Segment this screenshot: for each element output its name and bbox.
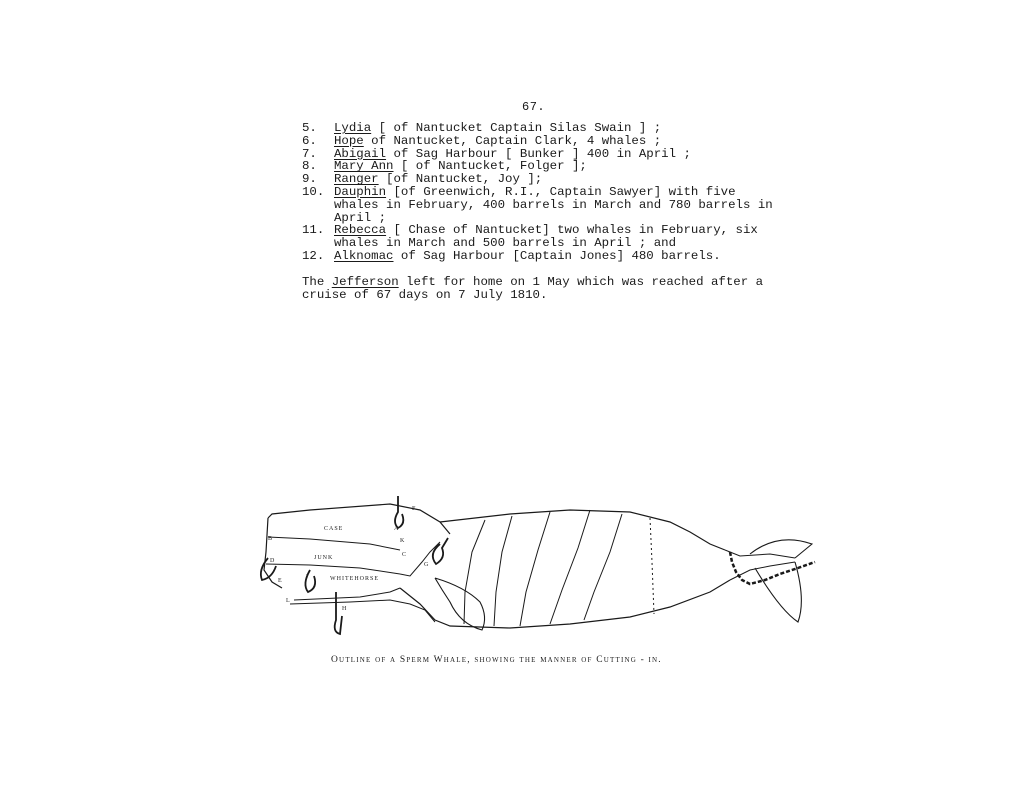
closing-paragraph — [302, 276, 782, 302]
entry-number: 6. — [302, 133, 317, 148]
ship-name: Jefferson — [331, 275, 399, 289]
blanket-strip — [494, 516, 512, 626]
list-item — [302, 186, 782, 224]
ship-name: Mary Ann — [334, 159, 394, 174]
whale-tail-stock — [725, 550, 795, 558]
junk-label: JUNK — [314, 555, 334, 561]
point-label-i: I — [306, 574, 309, 580]
ship-name: Hope — [334, 133, 364, 148]
ship-name: Alknomac — [334, 248, 394, 263]
entry-number: 11. — [302, 223, 325, 238]
entry-number: 9. — [302, 172, 317, 187]
point-label-a: A — [394, 526, 400, 532]
entry-text: of Nantucket, Captain Clark, 4 whales ; — [363, 133, 662, 148]
whale-lower-jaw — [290, 600, 435, 622]
entry-number: 7. — [302, 146, 317, 161]
whale-jaw-outline — [294, 588, 400, 600]
closing-text: left for home on 1 May which was reached after a cruise of 67 days on 7 July 1810. — [302, 275, 764, 302]
closing-prefix: The — [302, 275, 332, 289]
blanket-strip — [584, 514, 622, 620]
blanket-strip-dotted — [650, 518, 654, 614]
ship-name: Abigail — [334, 146, 387, 161]
page-number: 67. — [522, 100, 546, 114]
blanket-strip — [464, 520, 485, 624]
whale-belly-outline — [400, 580, 730, 628]
point-label-e: E — [278, 578, 283, 584]
point-label-l: L — [286, 598, 291, 604]
point-label-h: H — [342, 606, 348, 612]
ship-entries-list — [302, 122, 782, 263]
entry-text: of Sag Harbour [Captain Jones] 480 barrels. — [393, 248, 721, 263]
entry-text: [ Chase of Nantucket] two whales in February, six whales in March and 500 barrels in April ; and — [334, 223, 758, 251]
blanket-strip — [520, 512, 550, 626]
junk-whitehorse-divider — [266, 564, 400, 574]
cutting-hook — [395, 496, 403, 528]
sperm-whale-illustration — [250, 492, 820, 642]
entry-number: 10. — [302, 184, 325, 199]
point-label-f: F — [412, 506, 417, 512]
ship-name: Lydia — [334, 121, 372, 135]
list-item — [302, 224, 782, 250]
ship-name: Rebecca — [334, 223, 387, 238]
whale-back-outline — [440, 510, 725, 550]
whale-flipper — [435, 578, 485, 630]
entry-number: 12. — [302, 248, 325, 263]
entry-text: of Sag Harbour [ Bunker ] 400 in April ; — [386, 146, 691, 161]
figure-caption: Outline of a Sperm Whale, showing the manner of Cutting - in. — [331, 655, 662, 665]
point-label-k: K — [400, 538, 406, 544]
entry-text: [of Nantucket, Joy ]; — [378, 172, 543, 187]
point-label-b: B — [268, 536, 274, 542]
entry-number: 5. — [302, 121, 317, 135]
case-label: CASE — [324, 526, 344, 532]
ship-name: Ranger — [334, 172, 379, 187]
entry-text: [of Greenwich, R.I., Captain Sawyer] with five whales in February, 400 barrels in March and 780 barrels in April ; — [334, 184, 773, 225]
entry-text: [ of Nantucket, Folger ]; — [393, 159, 587, 174]
point-label-c: C — [402, 552, 408, 558]
whitehorse-label: WHITEHORSE — [330, 576, 379, 582]
ship-name: Dauphin — [334, 184, 387, 199]
case-junk-divider — [268, 537, 400, 550]
whale-head-outline — [268, 504, 450, 534]
fluke-chain — [730, 552, 815, 584]
whale-fluke-lower — [755, 562, 801, 622]
list-item — [302, 250, 782, 263]
point-label-d: D — [270, 558, 276, 564]
point-label-g: G — [424, 562, 430, 568]
entry-text: [ of Nantucket Captain Silas Swain ] ; — [371, 121, 662, 135]
cutting-hook — [433, 538, 448, 564]
blanket-strip — [550, 510, 590, 624]
entry-number: 8. — [302, 159, 317, 174]
